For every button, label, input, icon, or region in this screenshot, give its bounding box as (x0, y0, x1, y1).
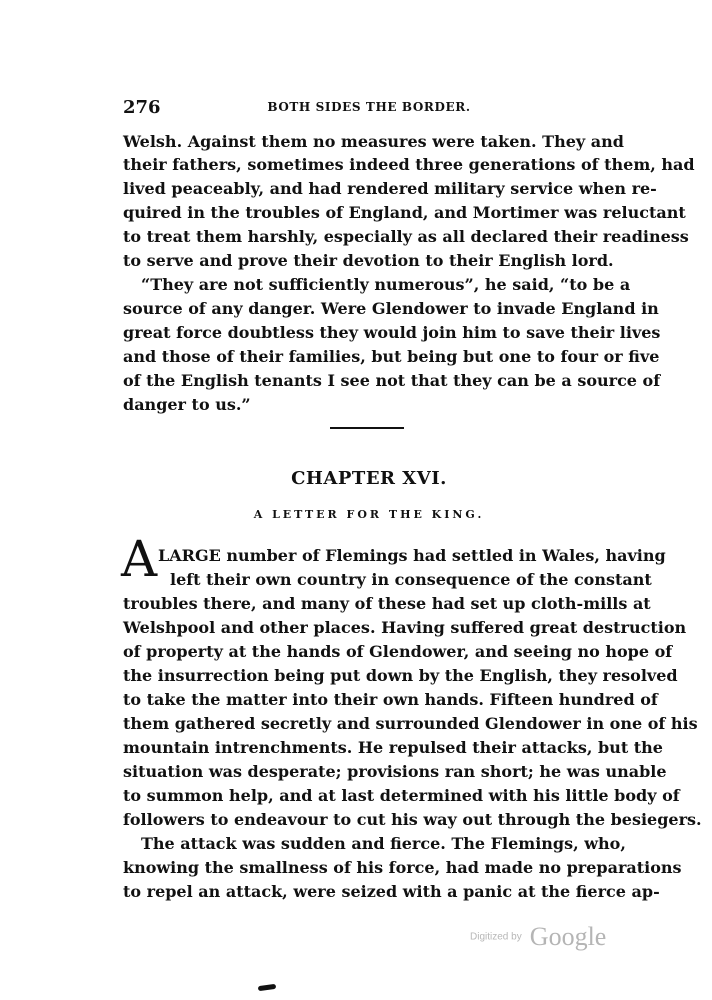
text-line: troubles there, and many of these had set up cloth-mills at (123, 594, 651, 613)
text-line: Welsh. Against them no measures were taken. They and (123, 132, 624, 151)
running-title: BOTH SIDES THE BORDER. (267, 100, 471, 114)
text-line: followers to endeavour to cut his way out through the besiegers. (123, 810, 702, 829)
text-line: quired in the troubles of England, and Mortimer was reluctant (123, 203, 686, 222)
text-line: Welshpool and other places. Having suffered great destruction (123, 618, 687, 637)
text-line: “They are not sufficiently numerous”, he said, “to be a (141, 275, 631, 294)
text-line: The attack was sudden and fierce. The Flemings, who, (141, 834, 626, 853)
chapter-subtitle: A LETTER FOR THE KING. (253, 508, 485, 521)
text-line: to take the matter into their own hands. Fifteen hundred of (123, 690, 658, 709)
chapter-heading: CHAPTER XVI. (291, 468, 447, 489)
google-logo: Google (529, 922, 607, 951)
text-line: mountain intrenchments. He repulsed their attacks, but the (123, 738, 663, 757)
text-line: danger to us.” (123, 395, 251, 414)
digitized-watermark (470, 922, 618, 952)
text-line: of the English tenants I see not that they can be a source of (123, 371, 661, 390)
text-line: to summon help, and at last determined with his little body of (123, 786, 680, 805)
page-number: 276 (123, 97, 161, 118)
text-line: to treat them harshly, especially as all declared their readiness (123, 227, 689, 246)
text-line: LARGE number of Flemings had settled in Wales, having (158, 546, 666, 565)
page-header (123, 97, 615, 119)
text-line: of property at the hands of Glendower, and seeing no hope of (123, 642, 673, 661)
ink-smudge (258, 984, 277, 991)
text-line: them gathered secretly and surrounded Glendower in one of his (123, 714, 698, 733)
text-line: great force doubtless they would join him to save their lives (123, 323, 661, 342)
text-line: to repel an attack, were seized with a panic at the fierce ap- (123, 882, 660, 901)
text-line: their fathers, sometimes indeed three generations of them, had (123, 155, 695, 174)
section-divider (330, 427, 404, 429)
text-line: source of any danger. Were Glendower to invade England in (123, 299, 659, 318)
text-line: knowing the smallness of his force, had made no preparations (123, 858, 682, 877)
text-line: lived peaceably, and had rendered military service when re- (123, 179, 657, 198)
text-line: and those of their families, but being but one to four or five (123, 347, 660, 366)
text-line: the insurrection being put down by the English, they resolved (123, 666, 678, 685)
text-line: left their own country in consequence of the constant (170, 570, 652, 589)
watermark-prefix: Digitized by (470, 931, 522, 943)
text-line: situation was desperate; provisions ran short; he was unable (123, 762, 667, 781)
text-line: to serve and prove their devotion to their English lord. (123, 251, 614, 270)
drop-cap: A (121, 530, 158, 588)
